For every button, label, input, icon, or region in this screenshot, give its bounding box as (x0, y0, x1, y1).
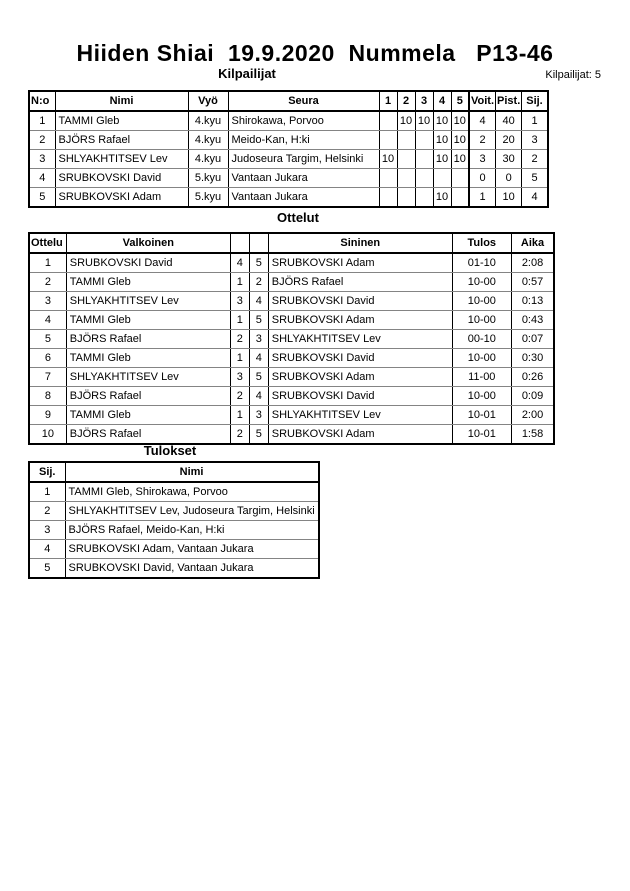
competitor-no: 1 (29, 111, 55, 131)
match-blue-no: 3 (249, 406, 268, 425)
col-header-white-no (230, 233, 249, 253)
score-cell (415, 169, 433, 188)
score-cell: 10 (451, 150, 469, 169)
result-place: 5 (29, 559, 65, 579)
competitors-table (28, 90, 549, 208)
match-result: 10-00 (452, 387, 511, 406)
table-row (29, 368, 554, 387)
match-blue-no: 4 (249, 292, 268, 311)
result-place: 1 (29, 482, 65, 502)
score-cell (397, 131, 415, 150)
match-blue-no: 3 (249, 330, 268, 349)
score-cell (433, 169, 451, 188)
competitor-place: 2 (522, 150, 548, 169)
col-header-name: Nimi (65, 462, 319, 482)
match-white: TAMMI Gleb (66, 406, 230, 425)
score-cell (379, 169, 397, 188)
match-white: BJÖRS Rafael (66, 425, 230, 445)
match-no: 10 (29, 425, 66, 445)
col-header-points: Pist. (496, 91, 522, 111)
competitor-points: 0 (496, 169, 522, 188)
match-blue: SRUBKOVSKI David (268, 349, 452, 368)
results-table (28, 461, 320, 579)
match-result: 10-00 (452, 349, 511, 368)
match-white-no: 1 (230, 406, 249, 425)
table-row (29, 311, 554, 330)
table-row (29, 502, 319, 521)
score-cell (415, 131, 433, 150)
match-white: SRUBKOVSKI David (66, 253, 230, 273)
match-blue-no: 5 (249, 253, 268, 273)
competitor-points: 30 (496, 150, 522, 169)
match-result: 00-10 (452, 330, 511, 349)
table-row (29, 387, 554, 406)
result-place: 3 (29, 521, 65, 540)
table-row (29, 188, 548, 208)
score-cell (397, 150, 415, 169)
match-white-no: 2 (230, 425, 249, 445)
match-time: 0:57 (511, 273, 554, 292)
score-cell: 10 (397, 111, 415, 131)
competitor-name: SRUBKOVSKI David (55, 169, 188, 188)
table-row (29, 349, 554, 368)
match-blue-no: 2 (249, 273, 268, 292)
competitor-points: 10 (496, 188, 522, 208)
col-header-3: 3 (415, 91, 433, 111)
score-cell (451, 169, 469, 188)
match-white: BJÖRS Rafael (66, 387, 230, 406)
match-white-no: 2 (230, 330, 249, 349)
competitor-wins: 3 (469, 150, 496, 169)
score-cell (397, 188, 415, 208)
matches-header-row (29, 233, 554, 253)
match-white: SHLYAKHTITSEV Lev (66, 368, 230, 387)
table-row (29, 111, 548, 131)
competitor-name: SHLYAKHTITSEV Lev (55, 150, 188, 169)
score-cell: 10 (433, 150, 451, 169)
table-row (29, 273, 554, 292)
match-blue: SRUBKOVSKI Adam (268, 253, 452, 273)
table-row (29, 406, 554, 425)
competitor-place: 5 (522, 169, 548, 188)
result-place: 4 (29, 540, 65, 559)
col-header-wins: Voit. (469, 91, 496, 111)
competitor-no: 2 (29, 131, 55, 150)
match-no: 8 (29, 387, 66, 406)
competitor-club: Shirokawa, Porvoo (228, 111, 379, 131)
match-no: 1 (29, 253, 66, 273)
table-row (29, 559, 319, 579)
result-name: SHLYAKHTITSEV Lev, Judoseura Targim, Helsinki (65, 502, 319, 521)
col-header-place: Sij. (29, 462, 65, 482)
competitor-wins: 2 (469, 131, 496, 150)
match-blue-no: 5 (249, 425, 268, 445)
competitor-club: Vantaan Jukara (228, 188, 379, 208)
table-row (29, 521, 319, 540)
match-blue: SRUBKOVSKI Adam (268, 368, 452, 387)
match-no: 7 (29, 368, 66, 387)
matches-table (28, 232, 555, 445)
match-blue: SRUBKOVSKI David (268, 292, 452, 311)
col-header-name: Nimi (55, 91, 188, 111)
match-white-no: 2 (230, 387, 249, 406)
competitor-wins: 0 (469, 169, 496, 188)
match-time: 2:00 (511, 406, 554, 425)
score-cell (415, 150, 433, 169)
competitor-club: Vantaan Jukara (228, 169, 379, 188)
col-header-result: Tulos (452, 233, 511, 253)
competitor-name: SRUBKOVSKI Adam (55, 188, 188, 208)
competitors-header-row (29, 91, 548, 111)
results-header-row (29, 462, 319, 482)
match-time: 2:08 (511, 253, 554, 273)
match-result: 10-00 (452, 273, 511, 292)
competitor-points: 40 (496, 111, 522, 131)
col-header-4: 4 (433, 91, 451, 111)
score-cell: 10 (451, 131, 469, 150)
competitor-belt: 4.kyu (188, 150, 228, 169)
competitor-place: 4 (522, 188, 548, 208)
score-cell (379, 131, 397, 150)
table-row (29, 131, 548, 150)
score-cell: 10 (433, 131, 451, 150)
table-row (29, 253, 554, 273)
table-row (29, 482, 319, 502)
score-cell (397, 169, 415, 188)
match-blue: SRUBKOVSKI Adam (268, 311, 452, 330)
match-white-no: 1 (230, 349, 249, 368)
competitor-name: TAMMI Gleb (55, 111, 188, 131)
match-result: 10-01 (452, 406, 511, 425)
score-cell: 10 (379, 150, 397, 169)
match-white-no: 4 (230, 253, 249, 273)
match-blue: SHLYAKHTITSEV Lev (268, 330, 452, 349)
col-header-blue-no (249, 233, 268, 253)
result-name: BJÖRS Rafael, Meido-Kan, H:ki (65, 521, 319, 540)
match-time: 1:58 (511, 425, 554, 445)
competitor-points: 20 (496, 131, 522, 150)
match-result: 10-01 (452, 425, 511, 445)
result-name: SRUBKOVSKI Adam, Vantaan Jukara (65, 540, 319, 559)
result-place: 2 (29, 502, 65, 521)
match-blue: SRUBKOVSKI Adam (268, 425, 452, 445)
match-blue-no: 4 (249, 387, 268, 406)
match-blue: SRUBKOVSKI David (268, 387, 452, 406)
col-header-belt: Vyö (188, 91, 228, 111)
table-row (29, 425, 554, 445)
match-result: 11-00 (452, 368, 511, 387)
score-cell (379, 188, 397, 208)
match-blue-no: 4 (249, 349, 268, 368)
match-white: TAMMI Gleb (66, 311, 230, 330)
competitor-place: 3 (522, 131, 548, 150)
score-cell (415, 188, 433, 208)
competitor-wins: 1 (469, 188, 496, 208)
competitor-wins: 4 (469, 111, 496, 131)
match-blue: BJÖRS Rafael (268, 273, 452, 292)
results-heading: Tulokset (143, 443, 197, 458)
table-row (29, 540, 319, 559)
match-blue-no: 5 (249, 311, 268, 330)
col-header-blue: Sininen (268, 233, 452, 253)
page-title: Hiiden Shiai 19.9.2020 Nummela P13-46 (76, 40, 554, 66)
match-result: 10-00 (452, 292, 511, 311)
competitor-belt: 5.kyu (188, 188, 228, 208)
competitor-no: 4 (29, 169, 55, 188)
competitor-belt: 4.kyu (188, 131, 228, 150)
match-time: 0:43 (511, 311, 554, 330)
competitor-belt: 4.kyu (188, 111, 228, 131)
match-time: 0:26 (511, 368, 554, 387)
score-cell: 10 (433, 188, 451, 208)
col-header-2: 2 (397, 91, 415, 111)
match-white-no: 1 (230, 311, 249, 330)
competitor-belt: 5.kyu (188, 169, 228, 188)
col-header-1: 1 (379, 91, 397, 111)
score-cell: 10 (451, 111, 469, 131)
match-time: 0:07 (511, 330, 554, 349)
score-cell (451, 188, 469, 208)
match-white-no: 3 (230, 292, 249, 311)
competitor-no: 3 (29, 150, 55, 169)
match-result: 01-10 (452, 253, 511, 273)
matches-heading: Ottelut (277, 210, 319, 225)
table-row (29, 330, 554, 349)
match-no: 6 (29, 349, 66, 368)
col-header-white: Valkoinen (66, 233, 230, 253)
match-no: 2 (29, 273, 66, 292)
col-header-club: Seura (228, 91, 379, 111)
match-white: SHLYAKHTITSEV Lev (66, 292, 230, 311)
competitor-name: BJÖRS Rafael (55, 131, 188, 150)
col-header-time: Aika (511, 233, 554, 253)
col-header-5: 5 (451, 91, 469, 111)
match-white: TAMMI Gleb (66, 349, 230, 368)
competitor-no: 5 (29, 188, 55, 208)
score-cell (379, 111, 397, 131)
match-time: 0:09 (511, 387, 554, 406)
competitor-place: 1 (522, 111, 548, 131)
score-cell: 10 (415, 111, 433, 131)
match-white-no: 3 (230, 368, 249, 387)
col-header-place: Sij. (522, 91, 548, 111)
table-row (29, 150, 548, 169)
match-no: 9 (29, 406, 66, 425)
match-no: 5 (29, 330, 66, 349)
competitors-heading: Kilpailijat (218, 66, 276, 81)
table-row (29, 169, 548, 188)
match-time: 0:30 (511, 349, 554, 368)
match-result: 10-00 (452, 311, 511, 330)
result-name: SRUBKOVSKI David, Vantaan Jukara (65, 559, 319, 579)
competitor-club: Judoseura Targim, Helsinki (228, 150, 379, 169)
match-time: 0:13 (511, 292, 554, 311)
match-no: 4 (29, 311, 66, 330)
score-cell: 10 (433, 111, 451, 131)
col-header-match-no: Ottelu (29, 233, 66, 253)
match-white-no: 1 (230, 273, 249, 292)
match-white: TAMMI Gleb (66, 273, 230, 292)
match-blue: SHLYAKHTITSEV Lev (268, 406, 452, 425)
col-header-no: N:o (29, 91, 55, 111)
competitor-club: Meido-Kan, H:ki (228, 131, 379, 150)
competitors-count: Kilpailijat: 5 (545, 69, 601, 81)
result-name: TAMMI Gleb, Shirokawa, Porvoo (65, 482, 319, 502)
table-row (29, 292, 554, 311)
match-blue-no: 5 (249, 368, 268, 387)
match-no: 3 (29, 292, 66, 311)
match-white: BJÖRS Rafael (66, 330, 230, 349)
